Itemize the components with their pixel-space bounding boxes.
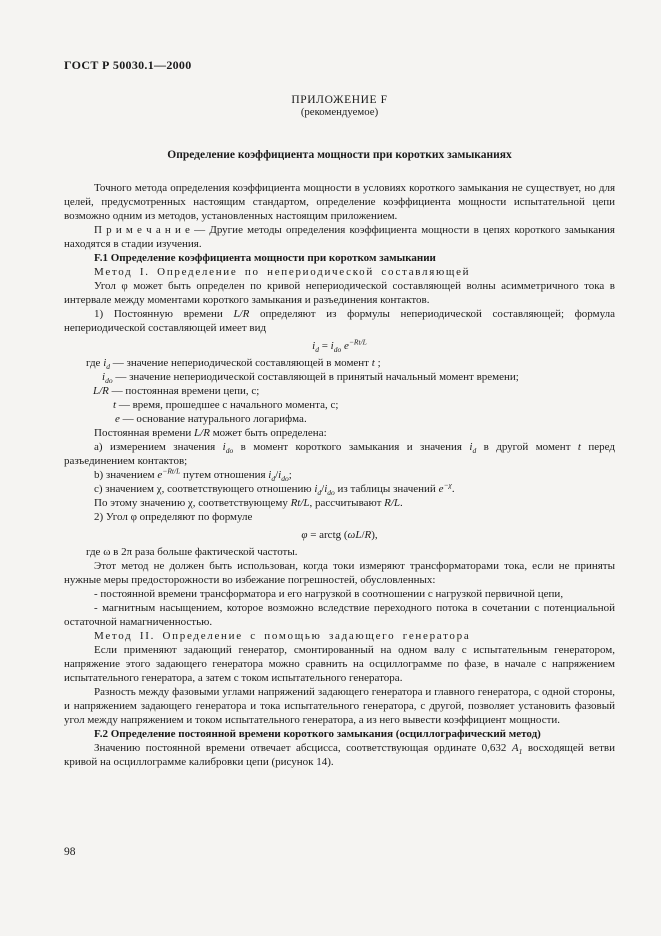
paragraph-angle-phi: Угол φ может быть определен по кривой непериодической составляющей волны асимметричного тока в интервале между моментами короткого замыкания и разъединения контактов. (64, 280, 615, 306)
definition-e: e — основание натурального логарифма. (115, 413, 307, 425)
section-f2-heading: F.2 Определение постоянной времени короткого замыкания (осциллографический метод) (94, 728, 541, 740)
paragraph-item-2: 2) Угол φ определяют по формуле (94, 511, 253, 523)
section-f1-heading: F.1 Определение коэффициента мощности при коротком замыкании (94, 252, 436, 264)
dash-item-saturation: - магнитным насыщением, которое возможно вследствие переходного потока в сочетании с потенциальной остаточной намагниченностью. (64, 602, 615, 628)
list-item-a: а) измерением значения $i_{do}$ в момент короткого замыкания и значения $i_d$ в другой момент t перед разъединением контактов; (64, 441, 616, 467)
dash-item-transformer: - постоянной времени трансформатора и его нагрузкой в соотношении с нагрузкой первичной цепи, (94, 588, 564, 600)
definition-lr: L/R — постоянная времени цепи, с; (93, 385, 260, 397)
paragraph-time-constant-value: Значению постоянной времени отвечает абсцисса, соответствующая ординате 0,632 $A_1$ восходящей ветви кривой на осциллограмме калибровки цепи (рисунок 14). (64, 742, 615, 768)
body-text (64, 181, 615, 769)
formula-aperiodic-component: $i_d = i_{do}$ $e^{-Rt/L}$ (312, 337, 367, 355)
paragraph-method-restriction: Этот метод не должен быть использован, когда токи измеряют трансформаторами тока, если не приняты нужные меры предосторожности во избежание погрешностей, обусловленных: (64, 560, 615, 586)
paragraph-time-constant: Постоянная времени L/R может быть определена: (94, 427, 327, 439)
appendix-label: ПРИЛОЖЕНИЕ F (291, 94, 388, 106)
page-title: Определение коэффициента мощности при коротких замыканиях (167, 149, 512, 161)
list-item-c: c) значением χ, соответствующего отношению $i_d/i_{do}$ из таблицы значений $e^{-\chi}$. (94, 480, 455, 498)
method-2-heading: Метод II. Определение с помощью задающего генератора (94, 630, 471, 642)
method-1-heading: Метод I. Определение по непериодической составляющей (94, 266, 471, 278)
appendix-note: (рекомендуемое) (300, 106, 379, 118)
paragraph-item-1: 1) Постоянную времени L/R определяют из формулы непериодической составляющей; формула непериодической составляющей имеет вид (64, 308, 615, 334)
paragraph-chi-value: По этому значению χ, соответствующему Rt/L, рассчитывают R/L. (94, 497, 403, 509)
document-code: ГОСТ Р 50030.1—2000 (64, 58, 192, 72)
page-number: 98 (64, 846, 76, 858)
definition-ido: $i_{do}$ — значение непериодической составляющей в принятый начальный момент времени; (102, 371, 519, 386)
paragraph-intro: Точного метода определения коэффициента мощности в условиях короткого замыкания не существует, но для целей, предусмотренных настоящим стандартом, определение коэффициента мощности испытательной цепи возможно одним из методов, установленных настоящим приложением. (64, 182, 615, 222)
note-paragraph: П р и м е ч а н и е — Другие методы определения коэффициента мощности в цепях короткого замыкания находятся в стадии изучения. (64, 224, 615, 250)
paragraph-phase-difference: Разность между фазовыми углами напряжений задающего генератора и главного генератора, с одной стороны, и напряжением задающего генератора и тока испытательного генератора, с другой, позволяет установить фазовый угол между напряжением и током испытательного генератора, а из него вывести коэффициент мощности. (64, 686, 615, 726)
definition-id: где $i_d$ — значение непериодической составляющей в момент t ; (86, 357, 381, 372)
definition-t: t — время, прошедшее с начального момента, с; (113, 399, 339, 411)
paragraph-pilot-generator: Если применяют задающий генератор, смонтированный на одном валу с испытательным генератором, напряжение этого задающего генератора можно сравнить на осциллограмме по фазе, в начале с напряжением испытательного генератора, а затем с током испытательного генератора. (64, 644, 615, 684)
definition-omega: где ω в 2π раза больше фактической частоты. (86, 546, 298, 558)
list-item-b: b) значением $e^{-Rt/L}$ путем отношения $i_d/i_{do}$; (94, 466, 292, 484)
formula-arctg: φ = arctg (ωL/R), (301, 529, 378, 541)
